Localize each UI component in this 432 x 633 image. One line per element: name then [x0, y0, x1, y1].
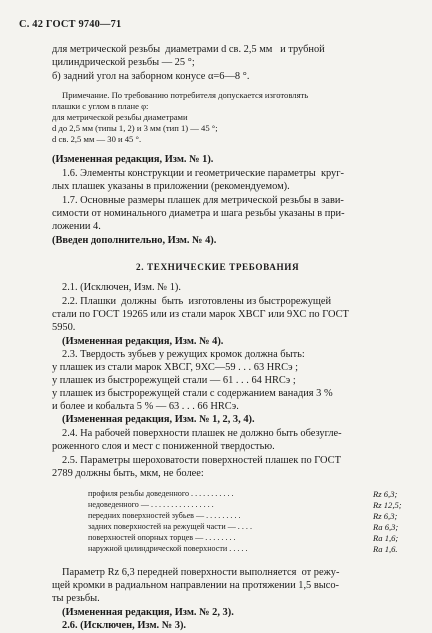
- text-line: симости от номинального диаметра и шага резьбы указаны в при-: [52, 208, 345, 219]
- text-line: 1.6. Элементы конструкции и геометрические параметры круг-: [62, 168, 344, 179]
- text-line: и более и кобальта 5 % — 63 . . . 66 HRCэ.: [52, 401, 239, 412]
- amendment-note: (Измененная редакция, Изм. № 1, 2, 3, 4).: [62, 414, 255, 425]
- note-line: d до 2,5 мм (типы 1, 2) и 3 мм (тип 1) — 45 °;: [52, 123, 218, 133]
- roughness-row-value: Ra 1,6.: [373, 544, 398, 554]
- text-line: 5950.: [52, 322, 76, 333]
- roughness-row-value: Ra 1,6;: [373, 533, 399, 543]
- note-line: Примечание. По требованию потребителя допускается изготовлять: [62, 90, 309, 100]
- text-line: цилиндрической резьбы — 25 °;: [52, 57, 195, 68]
- text-line: у плашек из быстрорежущей стали — 61 . . . 64 HRCэ ;: [52, 375, 296, 386]
- text-line: 2.2. Плашки должны быть изготовлены из быстрорежущей: [62, 296, 332, 307]
- text-line: 2.5. Параметры шероховатости поверхностей плашек по ГОСТ: [62, 455, 341, 466]
- text-line: 1.7. Основные размеры плашек для метрической резьбы в зави-: [62, 195, 344, 206]
- roughness-row-label: передних поверхностей зубьев — . . . . . . . . .: [88, 511, 241, 520]
- note-line: для метрической резьбы диаметрами: [52, 112, 188, 122]
- text-line: 2.1. (Исключен, Изм. № 1).: [62, 282, 181, 293]
- roughness-row-value: Rz 12,5;: [373, 500, 402, 510]
- text-line: 2.6. (Исключен, Изм. № 3).: [62, 620, 187, 631]
- text-line: для метрической резьбы диаметрами d св. 2,5 мм и трубной: [52, 44, 325, 55]
- page-header: С. 42 ГОСТ 9740—71: [19, 19, 122, 30]
- text-line: 2.3. Твердость зубьев у режущих кромок должна быть:: [62, 349, 305, 360]
- amendment-note: (Измененная редакция, Изм. № 2, 3).: [62, 607, 234, 618]
- text-line: 2789 должны быть, мкм, не более:: [52, 468, 204, 479]
- roughness-row-label: задних поверхностей на режущей части — . . . .: [88, 522, 252, 531]
- amendment-note: (Введен дополнительно, Изм. № 4).: [52, 235, 217, 246]
- text-line: у плашек из быстрорежущей стали с содержанием ванадия 3 %: [52, 388, 333, 399]
- amendment-note: (Измененная редакция, Изм. № 4).: [62, 336, 224, 347]
- roughness-row-label: профиля резьбы доведенного . . . . . . . . . . .: [88, 489, 234, 498]
- text-line: щей кромки в радиальном направлении на протяжении 1,5 высо-: [52, 580, 339, 591]
- section-heading: 2. ТЕХНИЧЕСКИЕ ТРЕБОВАНИЯ: [136, 262, 300, 272]
- text-line: б) задний угол на заборном конусе α=6—8 °.: [52, 71, 250, 82]
- text-line: стали по ГОСТ 19265 или из стали марок ХВСГ или 9ХС по ГОСТ: [52, 309, 349, 320]
- roughness-row-label: поверхностей опорных торцев — . . . . . . . .: [88, 533, 236, 542]
- roughness-row-value: Rz 6,3;: [373, 511, 398, 521]
- text-line: лых плашек указаны в приложении (рекомендуемом).: [52, 181, 290, 192]
- text-line: 2.4. На рабочей поверхности плашек не должно быть обезугле-: [62, 428, 342, 439]
- text-line: Параметр Rz 6,3 передней поверхности выполняется от режу-: [62, 567, 340, 578]
- text-line: роженного слоя и мест с пониженной твердостью.: [52, 441, 275, 452]
- amendment-note: (Измененная редакция, Изм. № 1).: [52, 154, 214, 165]
- text-line: ты резьбы.: [52, 593, 100, 604]
- text-line: у плашек из стали марок ХВСГ, 9ХС—59 . . . 63 HRCэ ;: [52, 362, 299, 373]
- roughness-row-label: недоведенного — . . . . . . . . . . . . . . . .: [88, 500, 214, 509]
- note-line: d св. 2,5 мм — 30 и 45 °.: [52, 134, 142, 144]
- roughness-row-value: Ra 6,3;: [373, 522, 399, 532]
- roughness-row-label: наружной цилиндрической поверхности . . . . .: [88, 544, 248, 553]
- text-line: ложении 4.: [52, 221, 101, 232]
- note-line: плашки с углом в плане φ:: [52, 101, 149, 111]
- roughness-row-value: Rz 6,3;: [373, 489, 398, 499]
